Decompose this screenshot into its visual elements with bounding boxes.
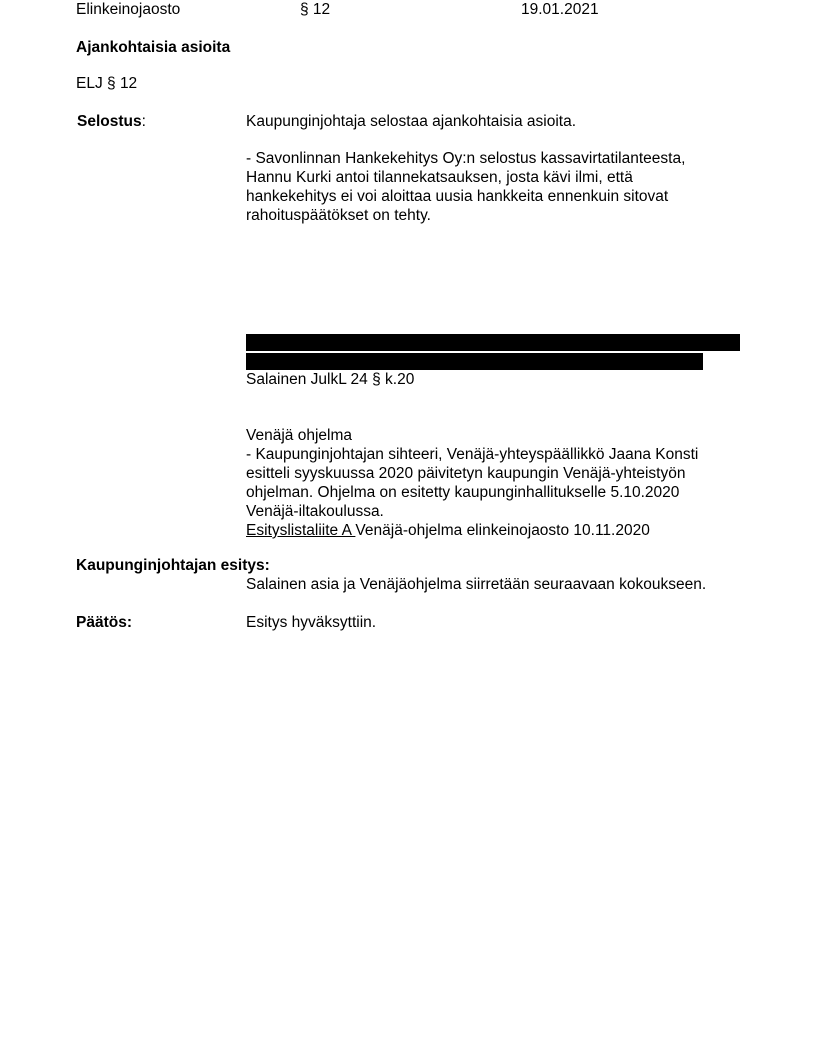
russia-heading: Venäjä ohjelma (246, 427, 352, 444)
confidential-note: Salainen JulkL 24 § k.20 (246, 371, 415, 388)
selostus-label: Selostus: (77, 113, 146, 130)
paragraph-hankekehitys: - Savonlinnan Hankekehitys Oy:n selostus kassavirtatilanteesta, Hannu Kurki antoi tilannekatsauksen, josta kävi ilmi, että hankekehitys ei voi aloittaa uusia hankkeita ennenkuin sitovat rahoituspäätökset on tehty. (246, 150, 686, 224)
proposal-text: Salainen asia ja Venäjäohjelma siirretään seuraavaan kokoukseen. (246, 576, 707, 593)
attachment-link[interactable]: Esityslistaliite A (246, 522, 356, 539)
redaction-bar (246, 334, 740, 351)
page-title: Ajankohtaisia asioita (76, 39, 231, 56)
selostus-intro: Kaupunginjohtaja selostaa ajankohtaisia asioita. (246, 113, 577, 130)
decision-label: Päätös: (76, 614, 132, 631)
reference-code: ELJ § 12 (76, 75, 138, 92)
attachment-title: Venäjä-ohjelma elinkeinojaosto 10.11.2020 (355, 522, 650, 539)
meeting-date: 19.01.2021 (521, 1, 599, 18)
paragraph-russia-program: Venäjä ohjelma - Kaupunginjohtajan sihteeri, Venäjä-yhteyspäällikkö Jaana Konsti esitteli syyskuussa 2020 päivitetyn kaupungin Venäjä-yhteistyön ohjelman. Ohjelma on esitetty kaupunginhallitukselle 5.10.2020 Venäjä-iltakoulussa. Esityslistaliite A Venäjä-ohjelma elinkeinojaosto 10.11.2020 (246, 427, 699, 539)
section-number: § 12 (300, 1, 331, 18)
redaction-bar (246, 353, 703, 370)
attachment-line (246, 521, 698, 540)
proposal-label: Kaupunginjohtajan esitys: (76, 557, 270, 574)
decision-text: Esitys hyväksyttiin. (246, 614, 377, 631)
committee-name: Elinkeinojaosto (76, 1, 181, 18)
